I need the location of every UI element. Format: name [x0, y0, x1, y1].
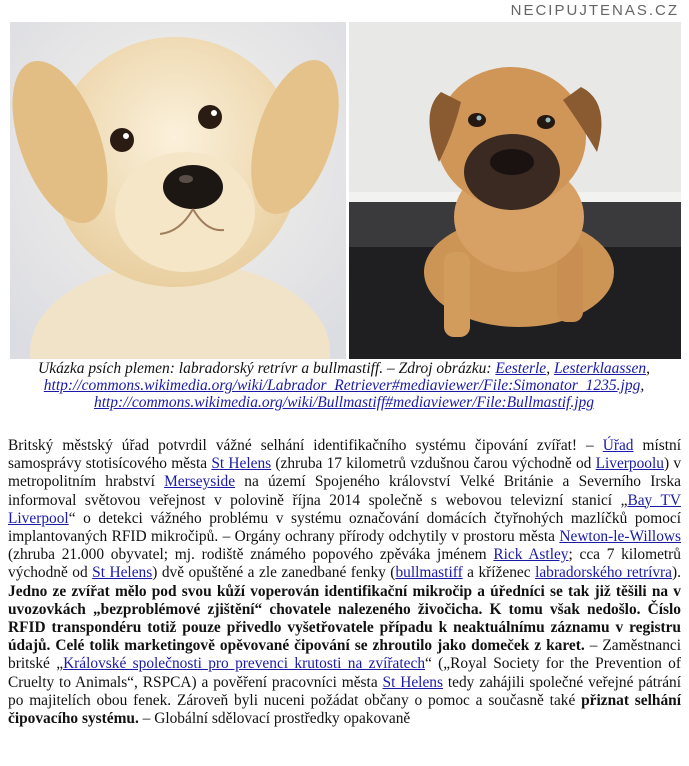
- article-text: ).: [672, 564, 681, 582]
- source-link-bullmastiff[interactable]: http://commons.wikimedia.org/wiki/Bullmastiff#mediaviewer/File:Bullmastif.jpg: [93, 394, 595, 411]
- caption-text: Ukázka psích plemen: labradorský retrívr a bullmastiff. – Zdroj obrázku:: [38, 360, 496, 377]
- credit-link-eesterle[interactable]: Eesterle: [495, 360, 547, 377]
- link-labrador-retriever[interactable]: labradorského retrívra: [535, 564, 672, 582]
- image-caption: [8, 360, 680, 411]
- article-text: “ („Royal Society for the Prevention of Cruelty to Animals“, RSPCA) a pověření pracovníci města: [8, 655, 681, 691]
- article-text: ) dvě opuštěné a zle zanedbané fenky (: [152, 564, 396, 582]
- link-newton-le-willows[interactable]: Newton-le-Willows: [559, 528, 681, 546]
- article-text: na území Spojeného království Velké Británie a Severního Irska informoval světovou veřejnost v polovině října 2014 společně s webovou televizní stanicí „: [8, 473, 681, 509]
- bullmastiff-puppy-photo: [349, 22, 681, 359]
- article-text: – Zaměstnanci britské „: [8, 637, 682, 673]
- labrador-puppy-photo: [10, 22, 346, 359]
- caption-separator: ,: [640, 377, 645, 394]
- link-urad[interactable]: Úřad: [602, 437, 634, 454]
- article-text: (zhruba 21.000 obyvatel; mj. rodiště známého popového zpěváka jménem: [8, 546, 494, 564]
- credit-link-lesterklaassen[interactable]: Lesterklaassen: [553, 360, 647, 377]
- article-text: “ o detekci vážného problému v systému označování domácích čtyřnohých mazlíčků pomocí implantovaných RFID mikročipů. – Orgány ochrany přírody odchytily v prostoru města: [8, 509, 681, 546]
- source-link-labrador[interactable]: http://commons.wikimedia.org/wiki/Labrador_Retriever#mediaviewer/File:Simonator_1235.jpg: [43, 377, 641, 394]
- article-text: ) v metropolitním hrabství: [8, 455, 682, 491]
- article-text: (zhruba 17 kilometrů vzdušnou čarou východně od: [271, 455, 596, 473]
- link-rspca[interactable]: Královské společnosti pro prevenci krutosti na zvířatech: [63, 655, 426, 673]
- link-bullmastiff[interactable]: bullmastiff: [395, 564, 463, 582]
- article-text: – Globální sdělovací prostředky opakovaně: [138, 710, 411, 728]
- article-body: [8, 437, 681, 728]
- caption-separator: ,: [646, 360, 650, 377]
- site-watermark: NECIPUJTENAS.CZ: [510, 2, 679, 19]
- article-bold-text: Jedno ze zvířat mělo pod svou kůží voperován identifikační mikročip a úředníci se tak již těšili na v uvozovkách „bezproblémové zjištění“ chovatele nalezeného živočicha. K tomu však nedošlo. Číslo RFID transpondéru totiž pouze přivedlo vyšetřovatele případu k neaktuálnímu záznamu v registru údajů. Celé tolik marketingově opěvované čipování se zhroutilo jako domeček z karet.: [8, 582, 681, 655]
- link-st-helens[interactable]: St Helens: [382, 673, 443, 691]
- article-text: Britský městský úřad potvrdil vážné selhání identifikačního systému čipování zvířat! –: [8, 437, 603, 454]
- article-text: ; cca 7 kilometrů východně od: [8, 546, 682, 582]
- link-bay-tv-liverpool[interactable]: Bay TV Liverpool: [8, 491, 681, 527]
- link-liverpool[interactable]: Liverpoolu: [595, 455, 664, 473]
- link-merseyside[interactable]: Merseyside: [164, 473, 236, 491]
- article-text: tedy zahájili společné veřejné pátrání po majitelích obou fenek. Zároveň byli nuceni požádat občany o pomoc a současně také: [8, 673, 682, 709]
- article-text: a kříženec: [462, 564, 536, 582]
- link-st-helens[interactable]: St Helens: [211, 455, 272, 473]
- link-rick-astley[interactable]: Rick Astley: [493, 546, 569, 564]
- caption-separator: ,: [546, 360, 554, 377]
- article-bold-text: přiznat selhání čipovacího systému.: [8, 691, 681, 728]
- link-st-helens[interactable]: St Helens: [92, 564, 153, 582]
- article-text: místní samosprávy stotisícového města: [8, 437, 681, 473]
